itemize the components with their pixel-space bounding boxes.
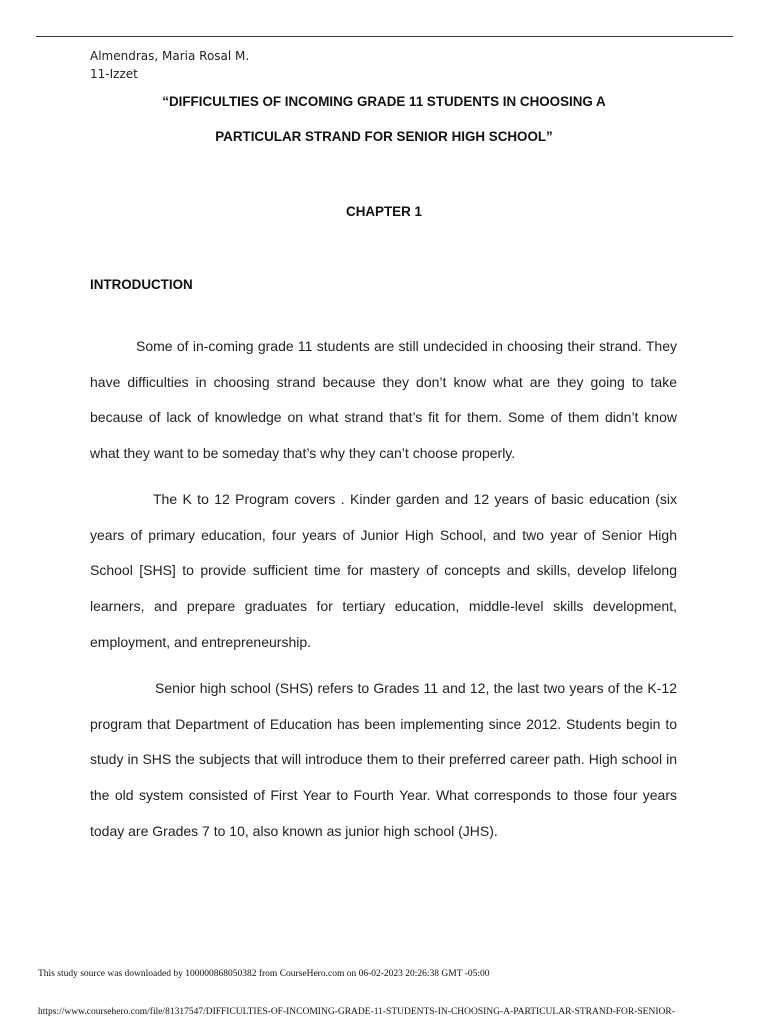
- author-name: Almendras, Maria Rosal M.: [90, 49, 250, 63]
- paragraph-3: Senior high school (SHS) refers to Grades 11 and 12, the last two years of the K-12 program that Department of Education has been implementing since 2012. Students begin to study in SHS the subjects that will introduce them to their preferred career path. High school in the old system consisted of First Year to Fourth Year. What corresponds to those four years today are Grades 7 to 10, also known as junior high school (JHS).: [90, 680, 677, 839]
- header-rule: [36, 36, 733, 37]
- download-notice: This study source was downloaded by 100000868050382 from CourseHero.com on 06-02-2023 20:26:38 GMT -05:00: [38, 969, 490, 979]
- document-title-line-2: PARTICULAR STRAND FOR SENIOR HIGH SCHOOL”: [215, 129, 553, 144]
- paragraph-1: Some of in-coming grade 11 students are still undecided in choosing their strand. They have difficulties in choosing strand because they don’t know what are they going to take because of lack of knowledge on what strand that’s fit for them. Some of them didn’t know what they want to be someday that’s why they can’t choose properly.: [90, 338, 677, 462]
- class-section: 11-Izzet: [90, 67, 138, 81]
- section-heading-introduction: INTRODUCTION: [90, 277, 193, 292]
- source-url-link[interactable]: https://www.coursehero.com/file/81317547/DIFFICULTIES-OF-INCOMING-GRADE-11-STUDENTS-IN-CHOOSING-A-PARTICULAR-STRAND-FOR-SENIOR-: [38, 1007, 675, 1017]
- document-header: [90, 47, 249, 83]
- chapter-heading: CHAPTER 1: [346, 204, 422, 219]
- paragraph-2: The K to 12 Program covers . Kinder garden and 12 years of basic education (six years of primary education, four years of Junior High School, and two year of Senior High School [SHS] to provide sufficient time for mastery of concepts and skills, develop lifelong learners, and prepare graduates for tertiary education, middle-level skills development, employment, and entrepreneurship.: [90, 491, 677, 650]
- document-title-line-1: “DIFFICULTIES OF INCOMING GRADE 11 STUDENTS IN CHOOSING A: [162, 94, 606, 109]
